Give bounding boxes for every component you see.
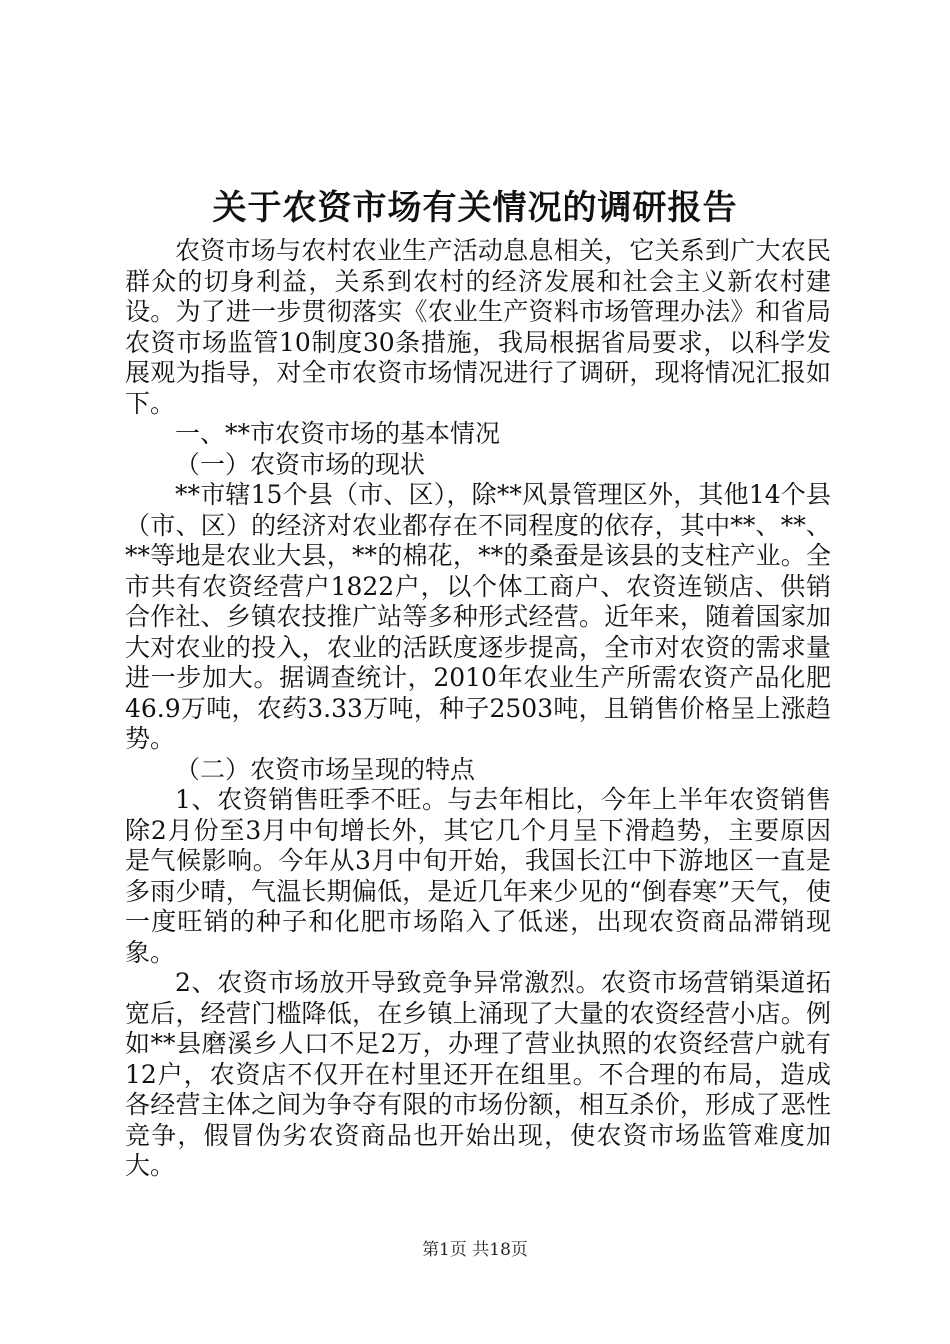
feature-paragraph-1: 1、农资销售旺季不旺。与去年相比，今年上半年农资销售除2月份至3月中旬增长外，其它几个月呈下滑趋势，主要原因是气候影响。今年从3月中旬开始，我国长江中下游地区一直是多雨少晴，气温长期偏低，是近几年来少见的“倒春寒”天气，使一度旺销的种子和化肥市场陷入了低迷，出现农资商品滞销现象。 [125, 785, 831, 967]
feature-paragraph-2: 2、农资市场放开导致竞争异常激烈。农资市场营销渠道拓宽后，经营门槛降低，在乡镇上涌现了大量的农资经营小店。例如**县磨溪乡人口不足2万，办理了营业执照的农资经营户就有12户，农资店不仅开在村里还开在组里。不合理的布局，造成各经营主体之间为争夺有限的市场份额，相互杀价，形成了恶性竞争，假冒伪劣农资商品也开始出现，使农资市场监管难度加大。 [125, 968, 831, 1180]
subsection-heading-2: （二）农资市场呈现的特点 [175, 754, 476, 784]
subsection-heading-1: （一）农资市场的现状 [175, 449, 426, 479]
document-body [125, 236, 831, 1182]
page-footer: 第1页 共18页 [422, 1240, 528, 1260]
intro-paragraph: 农资市场与农村农业生产活动息息相关，它关系到广大农民群众的切身利益，关系到农村的经济发展和社会主义新农村建设。为了进一步贯彻落实《农业生产资料市场管理办法》和省局农资市场监管10制度30条措施，我局根据省局要求，以科学发展观为指导，对全市农资市场情况进行了调研，现将情况汇报如下。 [125, 236, 831, 418]
status-paragraph: **市辖15个县（市、区），除**风景管理区外，其他14个县（市、区）的经济对农业都存在不同程度的依存，其中**、**、**等地是农业大县，**的棉花，**的桑蚕是该县的支柱产业。全市共有农资经营户1822户，以个体工商户、农资连锁店、供销合作社、乡镇农技推广站等多种形式经营。近年来，随着国家加大对农业的投入，农业的活跃度逐步提高，全市对农资的需求量进一步加大。据调查统计，2010年农业生产所需农资产品化肥46.9万吨，农药3.33万吨，种子2503吨，且销售价格呈上涨趋势。 [125, 480, 831, 753]
document-title: 关于农资市场有关情况的调研报告 [212, 188, 738, 228]
section-heading-1: 一、**市农资市场的基本情况 [175, 419, 501, 448]
